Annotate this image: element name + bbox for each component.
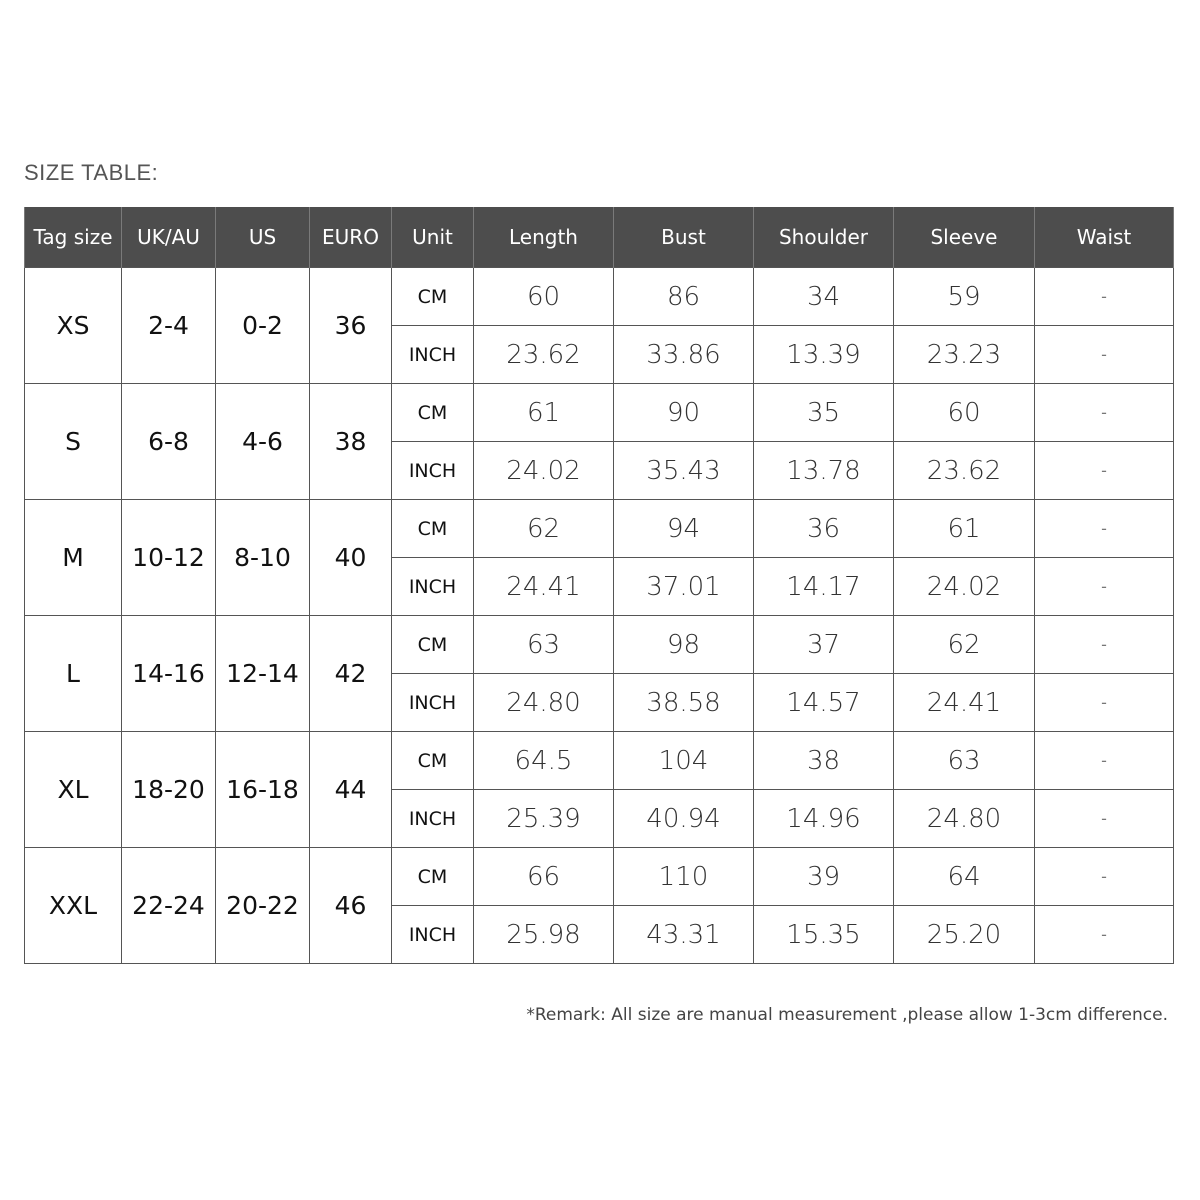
- tag-size-cell: M: [25, 500, 122, 616]
- euro-cell: 36: [310, 268, 392, 384]
- unit-cell: CM: [392, 384, 474, 442]
- header-waist: Waist: [1035, 207, 1174, 268]
- waist-cell: -: [1035, 790, 1174, 848]
- length-cell: 66: [474, 848, 614, 906]
- unit-cell: INCH: [392, 790, 474, 848]
- sleeve-cell: 60: [894, 384, 1035, 442]
- shoulder-cell: 37: [754, 616, 894, 674]
- us-cell: 8-10: [216, 500, 310, 616]
- shoulder-cell: 38: [754, 732, 894, 790]
- shoulder-cell: 34: [754, 268, 894, 326]
- shoulder-cell: 14.17: [754, 558, 894, 616]
- bust-cell: 38.58: [614, 674, 754, 732]
- euro-cell: 38: [310, 384, 392, 500]
- waist-cell: -: [1035, 268, 1174, 326]
- header-unit: Unit: [392, 207, 474, 268]
- us-cell: 4-6: [216, 384, 310, 500]
- unit-cell: CM: [392, 848, 474, 906]
- sleeve-cell: 23.62: [894, 442, 1035, 500]
- waist-cell: -: [1035, 384, 1174, 442]
- header-euro: EURO: [310, 207, 392, 268]
- tag-size-cell: L: [25, 616, 122, 732]
- sleeve-cell: 62: [894, 616, 1035, 674]
- waist-cell: -: [1035, 326, 1174, 384]
- bust-cell: 94: [614, 500, 754, 558]
- shoulder-cell: 14.96: [754, 790, 894, 848]
- waist-cell: -: [1035, 732, 1174, 790]
- length-cell: 23.62: [474, 326, 614, 384]
- header-bust: Bust: [614, 207, 754, 268]
- bust-cell: 86: [614, 268, 754, 326]
- length-cell: 60: [474, 268, 614, 326]
- waist-cell: -: [1035, 558, 1174, 616]
- sleeve-cell: 59: [894, 268, 1035, 326]
- header-shoulder: Shoulder: [754, 207, 894, 268]
- shoulder-cell: 13.39: [754, 326, 894, 384]
- unit-cell: INCH: [392, 674, 474, 732]
- waist-cell: -: [1035, 906, 1174, 964]
- unit-cell: INCH: [392, 326, 474, 384]
- unit-cell: CM: [392, 616, 474, 674]
- table-row: [25, 268, 1174, 326]
- waist-cell: -: [1035, 616, 1174, 674]
- table-row: [25, 384, 1174, 442]
- length-cell: 24.80: [474, 674, 614, 732]
- uk-au-cell: 22-24: [122, 848, 216, 964]
- size-table: [24, 207, 1174, 964]
- waist-cell: -: [1035, 442, 1174, 500]
- tag-size-cell: S: [25, 384, 122, 500]
- unit-cell: CM: [392, 500, 474, 558]
- length-cell: 64.5: [474, 732, 614, 790]
- uk-au-cell: 18-20: [122, 732, 216, 848]
- unit-cell: INCH: [392, 906, 474, 964]
- size-table-title: SIZE TABLE:: [24, 160, 159, 185]
- table-row: [25, 500, 1174, 558]
- bust-cell: 110: [614, 848, 754, 906]
- remark-note: *Remark: All size are manual measurement ,please allow 1-3cm difference.: [526, 1005, 1168, 1025]
- bust-cell: 37.01: [614, 558, 754, 616]
- unit-cell: CM: [392, 268, 474, 326]
- shoulder-cell: 15.35: [754, 906, 894, 964]
- length-cell: 24.02: [474, 442, 614, 500]
- tag-size-cell: XS: [25, 268, 122, 384]
- sleeve-cell: 24.02: [894, 558, 1035, 616]
- shoulder-cell: 13.78: [754, 442, 894, 500]
- header-tag-size: Tag size: [25, 207, 122, 268]
- tag-size-cell: XXL: [25, 848, 122, 964]
- sleeve-cell: 64: [894, 848, 1035, 906]
- sleeve-cell: 63: [894, 732, 1035, 790]
- table-body: [25, 268, 1174, 964]
- bust-cell: 104: [614, 732, 754, 790]
- uk-au-cell: 14-16: [122, 616, 216, 732]
- shoulder-cell: 39: [754, 848, 894, 906]
- bust-cell: 90: [614, 384, 754, 442]
- sleeve-cell: 61: [894, 500, 1035, 558]
- length-cell: 25.39: [474, 790, 614, 848]
- sleeve-cell: 25.20: [894, 906, 1035, 964]
- bust-cell: 98: [614, 616, 754, 674]
- length-cell: 24.41: [474, 558, 614, 616]
- unit-cell: CM: [392, 732, 474, 790]
- table-row: [25, 848, 1174, 906]
- sleeve-cell: 24.41: [894, 674, 1035, 732]
- us-cell: 20-22: [216, 848, 310, 964]
- euro-cell: 42: [310, 616, 392, 732]
- length-cell: 61: [474, 384, 614, 442]
- tag-size-cell: XL: [25, 732, 122, 848]
- waist-cell: -: [1035, 848, 1174, 906]
- bust-cell: 35.43: [614, 442, 754, 500]
- length-cell: 63: [474, 616, 614, 674]
- unit-cell: INCH: [392, 442, 474, 500]
- header-length: Length: [474, 207, 614, 268]
- us-cell: 12-14: [216, 616, 310, 732]
- uk-au-cell: 2-4: [122, 268, 216, 384]
- length-cell: 62: [474, 500, 614, 558]
- euro-cell: 46: [310, 848, 392, 964]
- bust-cell: 40.94: [614, 790, 754, 848]
- us-cell: 16-18: [216, 732, 310, 848]
- sleeve-cell: 24.80: [894, 790, 1035, 848]
- euro-cell: 44: [310, 732, 392, 848]
- table-row: [25, 616, 1174, 674]
- uk-au-cell: 6-8: [122, 384, 216, 500]
- waist-cell: -: [1035, 674, 1174, 732]
- shoulder-cell: 35: [754, 384, 894, 442]
- bust-cell: 43.31: [614, 906, 754, 964]
- uk-au-cell: 10-12: [122, 500, 216, 616]
- us-cell: 0-2: [216, 268, 310, 384]
- length-cell: 25.98: [474, 906, 614, 964]
- euro-cell: 40: [310, 500, 392, 616]
- table-row: [25, 732, 1174, 790]
- header-us: US: [216, 207, 310, 268]
- unit-cell: INCH: [392, 558, 474, 616]
- header-uk-au: UK/AU: [122, 207, 216, 268]
- shoulder-cell: 14.57: [754, 674, 894, 732]
- waist-cell: -: [1035, 500, 1174, 558]
- shoulder-cell: 36: [754, 500, 894, 558]
- sleeve-cell: 23.23: [894, 326, 1035, 384]
- header-sleeve: Sleeve: [894, 207, 1035, 268]
- table-header: [25, 207, 1174, 268]
- bust-cell: 33.86: [614, 326, 754, 384]
